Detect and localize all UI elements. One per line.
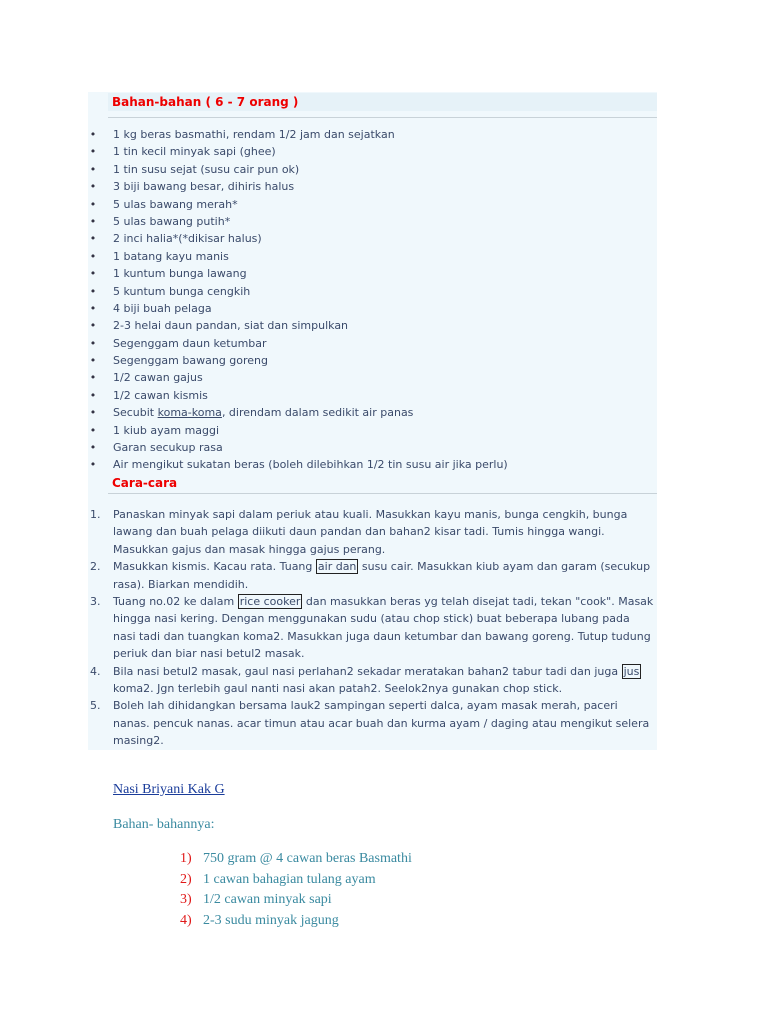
bullet-icon: • [89,336,97,350]
ingredient-item [88,143,657,160]
item-text: 750 gram @ 4 cawan beras Basmathi [203,851,412,866]
text-run: 5 kuntum bunga cengkih [113,284,251,298]
method-step [88,663,657,698]
text-run: Panaskan minyak sapi dalam periuk atau kuali. Masukkan kayu manis, bunga cengkih, bunga lawang dan buah pelaga diikuti daun pandan dan bahan2 kisar tadi. Tumis hingga wangi. Masukkan gajus dan masak hingga gajus perang. [113,508,628,556]
method-divider [108,493,657,494]
text-run: Air mengikut sukatan beras (boleh dilebihkan 1/2 tin susu air jika perlu) [113,458,508,472]
text-run: 3 biji bawang besar, dihiris halus [113,180,295,194]
bullet-icon: • [89,301,97,315]
text-run: 1/2 cawan kismis [113,388,208,402]
ingredients-subheading: Bahan- bahannya: [113,817,215,832]
text-run: 1 kiub ayam maggi [113,423,220,437]
ingredient-item [88,161,657,178]
item-number: 1) [180,851,192,866]
bullet-icon: • [89,232,97,246]
method-step [88,506,657,558]
text-run: Masukkan kismis. Kacau rata. Tuang [113,560,316,574]
bullet-icon: • [89,354,97,368]
ingredients-list [88,126,657,474]
ingredient-item [88,230,657,247]
bullet-icon: • [89,145,97,159]
text-run: 5 ulas bawang merah* [113,197,238,211]
bullet-icon: • [89,267,97,281]
step-number: 5. [90,699,101,713]
ingredient-item [88,196,657,213]
bullet-icon: • [89,371,97,385]
method-step [88,697,657,749]
second-ingredient-item [180,911,412,932]
second-ingredient-item [180,849,412,870]
text-run: 4 biji buah pelaga [113,301,212,315]
text-run: Tuang no.02 ke dalam [113,595,238,609]
bullet-icon: • [89,423,97,437]
highlighted-term: jus [623,664,640,678]
ingredient-item [88,369,657,386]
text-run: 1 batang kayu manis [113,249,229,263]
text-run: , direndam dalam sedikit air panas [221,406,414,420]
bullet-icon: • [89,128,97,141]
text-run: dan masukkan beras yg telah disejat tadi, tekan "cook". Masak hingga nasi kering. Dengan menggunakan sudu (atau chop stick) buat beberapa lubang pada nasi tadi dan tuangkan koma2. Masukkan juga daun ketumbar dan bawang goreng. Tutup tudung periuk dan biar nasi betul2 masak. [113,595,654,661]
ingredient-item [88,456,657,473]
second-ingredient-item [180,890,412,911]
ingredient-item [88,178,657,195]
text-run: koma2. Jgn terlebih gaul nanti nasi akan patah2. Seelok2nya gunakan chop stick. [113,682,563,696]
item-number: 4) [180,912,192,928]
ingredient-item [88,439,657,456]
text-run: 1 tin susu sejat (susu cair pun ok) [113,162,300,176]
ingredient-item [88,213,657,230]
bullet-icon: • [89,441,97,455]
step-number: 4. [90,664,101,678]
second-ingredients-list [180,849,412,931]
bullet-icon: • [89,249,97,263]
text-run: susu cair. Masukkan kiub ayam dan garam (secukup rasa). Biarkan mendidih. [113,560,651,591]
method-step [88,558,657,593]
bullet-icon: • [89,406,97,420]
bullet-icon: • [89,284,97,298]
text-run: Bila nasi betul2 masak, gaul nasi perlahan2 sekadar meratakan bahan2 tabur tadi dan juga [113,664,622,678]
item-number: 2) [180,871,192,887]
highlighted-term: rice cooker [239,595,301,609]
text-run: Boleh lah dihidangkan bersama lauk2 sampingan seperti dalca, ayam masak merah, paceri nanas. pencuk nanas. acar timun atau acar buah dan kurma ayam / daging atau mengikut selera masing2. [113,699,650,748]
text-run: 1 tin kecil minyak sapi (ghee) [113,145,276,159]
text-run: Segenggam bawang goreng [113,354,269,368]
bullet-icon: • [89,214,97,228]
ingredient-item [88,126,657,143]
text-run: 1/2 cawan gajus [113,371,203,385]
text-run: Segenggam daun ketumbar [113,336,267,350]
step-number: 2. [90,560,101,574]
bullet-icon: • [89,197,97,211]
item-number: 3) [180,892,192,907]
method-heading: Cara-cara [112,476,178,490]
ingredient-item [88,422,657,439]
bullet-icon: • [89,458,97,472]
highlighted-term: air dan [317,560,357,574]
ingredient-item [88,404,657,421]
bullet-icon: • [89,180,97,194]
text-run: Garan secukup rasa [113,441,223,455]
inline-link[interactable]: koma-koma [157,406,222,420]
bullet-icon: • [89,388,97,402]
ingredient-item [88,352,657,369]
item-text: 1/2 cawan minyak sapi [203,892,332,907]
text-run: 1 kuntum bunga lawang [113,267,247,281]
text-run: 2-3 helai daun pandan, siat dan simpulkan [113,319,349,333]
bullet-icon: • [89,319,97,333]
ingredient-item [88,387,657,404]
method-steps-list [88,506,657,750]
recipe-title-link[interactable]: Nasi Briyani Kak G [113,782,225,797]
second-ingredient-item [180,870,412,891]
ingredient-item [88,248,657,265]
method-step [88,593,657,663]
item-text: 2-3 sudu minyak jagung [203,912,339,928]
text-run: 5 ulas bawang putih* [113,214,231,228]
bullet-icon: • [89,162,97,176]
step-number: 1. [90,508,101,521]
ingredient-item [88,265,657,282]
text-run: Secubit [113,406,158,420]
ingredients-heading: Bahan-bahan ( 6 - 7 orang ) [112,95,299,109]
text-run: 1 kg beras basmathi, rendam 1/2 jam dan sejatkan [113,128,395,141]
ingredient-item [88,317,657,334]
ingredient-item [88,283,657,300]
ingredients-divider [108,117,657,118]
text-run: 2 inci halia*(*dikisar halus) [113,232,262,246]
ingredient-item [88,335,657,352]
step-number: 3. [90,595,101,609]
ingredient-item [88,300,657,317]
item-text: 1 cawan bahagian tulang ayam [203,871,376,887]
